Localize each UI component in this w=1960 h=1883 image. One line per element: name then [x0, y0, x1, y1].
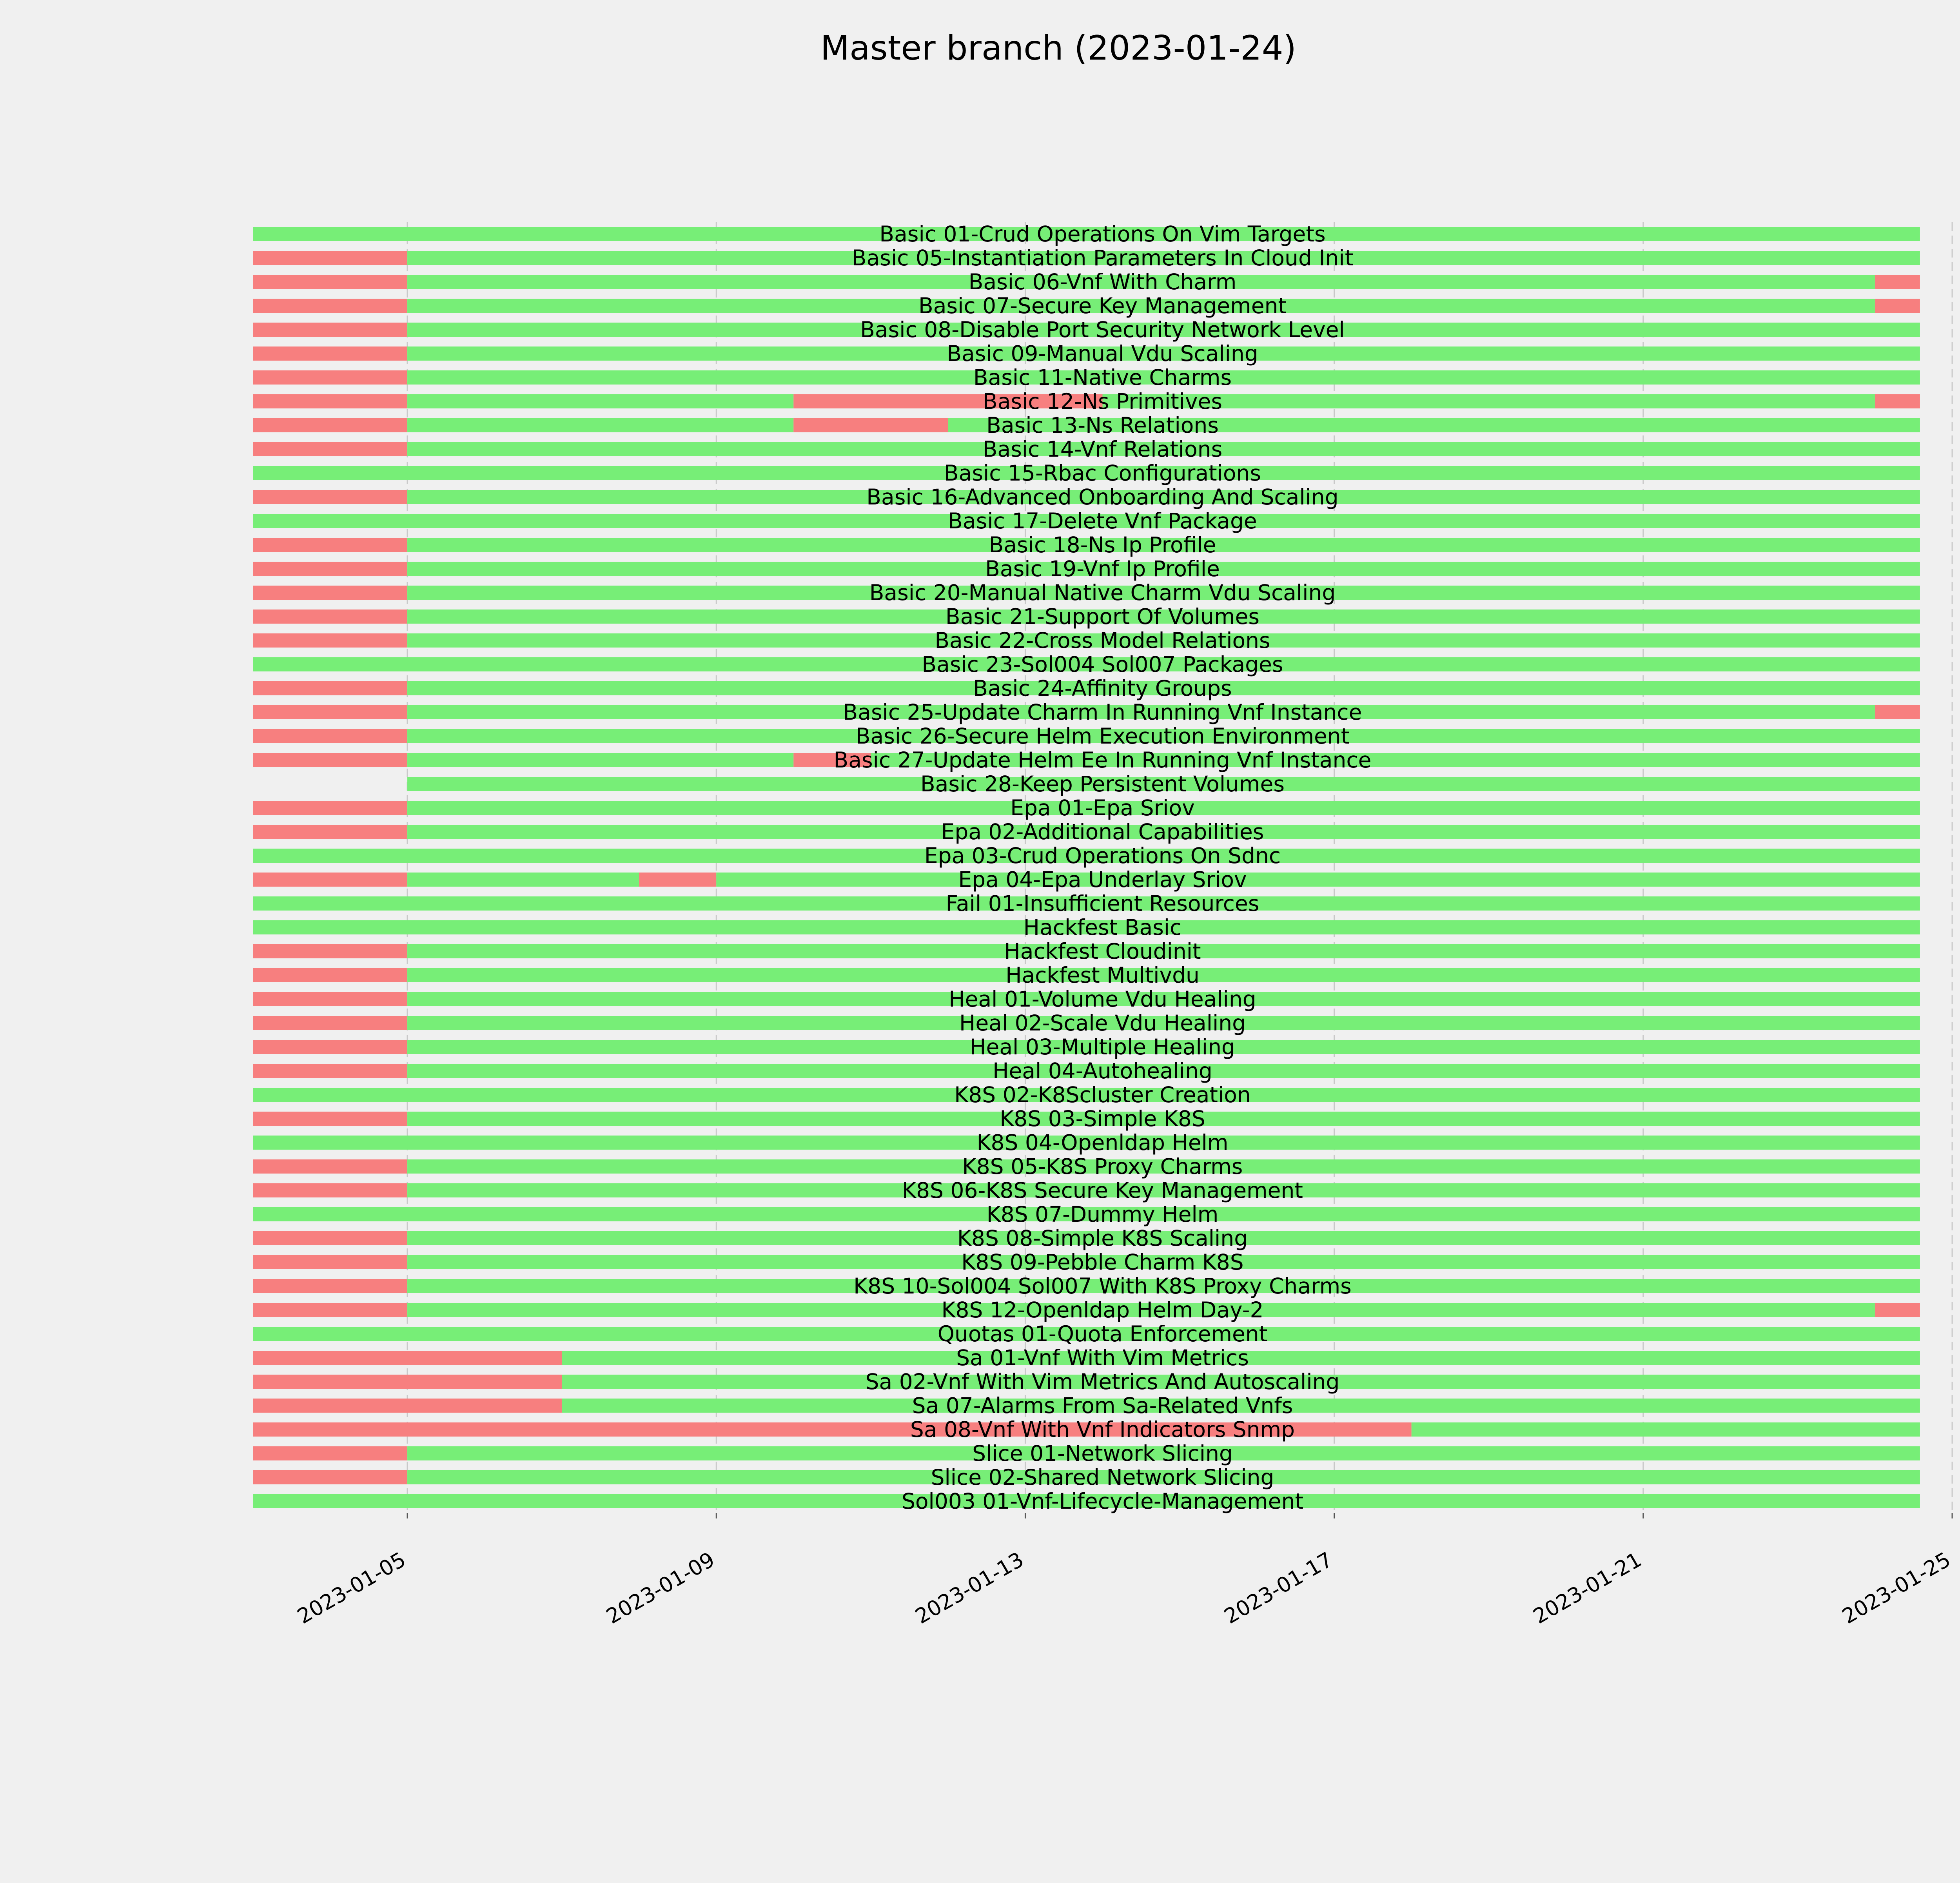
bar-segment-fail	[253, 1183, 407, 1197]
x-tick-label: 2023-01-17	[1220, 1547, 1337, 1629]
bar-segment-fail	[253, 1064, 407, 1078]
test-label: K8S 07-Dummy Helm	[986, 1202, 1219, 1227]
test-label: Heal 03-Multiple Healing	[970, 1034, 1235, 1059]
test-label: Hackfest Multivdu	[1005, 963, 1200, 988]
x-tick-label: 2023-01-05	[293, 1547, 410, 1629]
bar-segment-fail	[253, 299, 407, 313]
bar-segment-pass	[407, 873, 639, 887]
bar-segment-pass	[407, 394, 793, 408]
test-labels	[834, 221, 1372, 1514]
test-label: Hackfest Basic	[1023, 915, 1182, 940]
bar-segment-fail	[253, 1399, 562, 1413]
bar-segment-fail	[253, 801, 407, 815]
bar-segment-fail	[253, 992, 407, 1006]
bar-segment-fail	[253, 610, 407, 624]
bar-segment-fail	[253, 490, 407, 504]
bar-segment-fail	[253, 323, 407, 337]
test-label: Basic 22-Cross Model Relations	[935, 628, 1270, 653]
test-label: Basic 01-Crud Operations On Vim Targets	[879, 221, 1326, 247]
test-label: Basic 05-Instantiation Parameters In Cloud Init	[851, 245, 1354, 270]
bar-segment-fail	[253, 1351, 562, 1365]
bar-segment-fail	[639, 873, 716, 887]
bar-segment-fail	[253, 944, 407, 958]
bar-segment-fail	[253, 729, 407, 743]
bar-segment-pass	[407, 418, 793, 432]
test-label: Slice 02-Shared Network Slicing	[931, 1465, 1274, 1490]
test-label: Basic 13-Ns Relations	[986, 413, 1219, 438]
bar-segment-fail	[253, 1375, 562, 1389]
bar-segment-fail	[253, 825, 407, 839]
test-label: Basic 06-Vnf With Charm	[968, 269, 1237, 294]
test-label: K8S 02-K8Scluster Creation	[954, 1082, 1251, 1107]
bar-segment-fail	[253, 681, 407, 695]
bar-segment-fail	[253, 1231, 407, 1245]
test-label: Slice 01-Network Slicing	[972, 1441, 1233, 1466]
bar-segment-fail	[253, 1112, 407, 1126]
x-tick-label: 2023-01-13	[911, 1547, 1028, 1629]
bar-segment-fail	[253, 538, 407, 552]
bar-segment-fail	[253, 1446, 407, 1460]
test-label: Sol003 01-Vnf-Lifecycle-Management	[901, 1489, 1304, 1514]
bar-segment-fail	[253, 705, 407, 719]
test-label: Epa 01-Epa Sriov	[1010, 795, 1195, 820]
test-label: Basic 07-Secure Key Management	[918, 293, 1287, 318]
bar-segment-fail	[1875, 394, 1920, 408]
test-label: Sa 01-Vnf With Vim Metrics	[956, 1345, 1249, 1370]
bar-segment-fail	[1875, 275, 1920, 289]
test-label: Basic 08-Disable Port Security Network Level	[860, 317, 1345, 342]
test-label: Basic 17-Delete Vnf Package	[948, 508, 1257, 533]
test-label: K8S 05-K8S Proxy Charms	[962, 1154, 1243, 1179]
test-label: Sa 02-Vnf With Vim Metrics And Autoscaling	[865, 1369, 1340, 1394]
chart-title: Master branch (2023-01-24)	[820, 29, 1297, 68]
bar-segment-fail	[253, 1016, 407, 1030]
test-label: Basic 12-Ns Primitives	[982, 389, 1223, 414]
bar-segment-fail	[253, 275, 407, 289]
test-label: Fail 01-Insufficient Resources	[946, 891, 1259, 916]
test-label: K8S 08-Simple K8S Scaling	[957, 1226, 1248, 1251]
test-label: K8S 04-Openldap Helm	[976, 1130, 1229, 1155]
bar-segment-fail	[253, 442, 407, 456]
test-label: K8S 06-K8S Secure Key Management	[902, 1178, 1303, 1203]
test-label: Epa 03-Crud Operations On Sdnc	[924, 843, 1281, 868]
bar-segment-fail	[253, 633, 407, 648]
x-tick-label: 2023-01-09	[602, 1547, 719, 1629]
x-tick-label: 2023-01-21	[1529, 1547, 1646, 1629]
test-label: Basic 24-Affinity Groups	[973, 676, 1232, 701]
test-label: Basic 14-Vnf Relations	[982, 437, 1223, 462]
test-label: Basic 16-Advanced Onboarding And Scaling	[866, 484, 1339, 510]
test-label: Quotas 01-Quota Enforcement	[937, 1321, 1268, 1346]
bar-segment-fail	[1875, 299, 1920, 313]
test-label: Heal 01-Volume Vdu Healing	[949, 987, 1256, 1012]
bar-segment-pass	[1412, 1422, 1920, 1437]
bar-segment-fail	[253, 370, 407, 385]
bar-segment-fail	[253, 873, 407, 887]
test-label: Epa 02-Additional Capabilities	[941, 819, 1264, 844]
test-label: K8S 12-Openldap Helm Day-2	[941, 1297, 1264, 1322]
x-tick-label: 2023-01-25	[1838, 1547, 1955, 1629]
bar-segment-fail	[253, 394, 407, 408]
bar-segment-fail	[253, 1040, 407, 1054]
bar-segment-fail	[253, 562, 407, 576]
bar-segment-fail	[253, 346, 407, 361]
bar-segment-pass	[407, 753, 793, 767]
test-label: K8S 03-Simple K8S	[1000, 1106, 1205, 1131]
test-label: K8S 10-Sol004 Sol007 With K8S Proxy Charms	[853, 1273, 1352, 1299]
test-label: Basic 27-Update Helm Ee In Running Vnf Instance	[833, 747, 1372, 773]
test-label: Heal 02-Scale Vdu Healing	[959, 1010, 1246, 1036]
test-label: Basic 20-Manual Native Charm Vdu Scaling	[869, 580, 1336, 605]
test-label: Basic 15-Rbac Configurations	[944, 461, 1261, 486]
test-label: Epa 04-Epa Underlay Sriov	[958, 867, 1247, 892]
test-label: Basic 25-Update Charm In Running Vnf Instance	[843, 700, 1362, 725]
test-label: Sa 08-Vnf With Vnf Indicators Snmp	[910, 1417, 1295, 1442]
bar-segment-fail	[253, 586, 407, 600]
bar-segment-fail	[253, 1470, 407, 1484]
bar-segment-fail	[253, 1255, 407, 1269]
test-label: Basic 28-Keep Persistent Volumes	[920, 771, 1285, 796]
test-label: Basic 09-Manual Vdu Scaling	[947, 341, 1258, 366]
bar-segment-fail	[793, 418, 948, 432]
bar-segment-pass	[716, 873, 1920, 887]
test-label: K8S 09-Pebble Charm K8S	[961, 1250, 1244, 1275]
test-label: Basic 18-Ns Ip Profile	[989, 532, 1216, 557]
bar-segment-fail	[1875, 1303, 1920, 1317]
x-axis	[293, 1513, 1955, 1629]
test-label: Basic 21-Support Of Volumes	[945, 604, 1260, 629]
test-label: Basic 11-Native Charms	[973, 365, 1232, 390]
bar-segment-fail	[253, 753, 407, 767]
test-label: Sa 07-Alarms From Sa-Related Vnfs	[912, 1393, 1293, 1418]
bar-segment-fail	[253, 968, 407, 982]
bar-segment-fail	[253, 1279, 407, 1293]
bar-segment-fail	[253, 251, 407, 265]
bar-segment-fail	[253, 1303, 407, 1317]
test-label: Basic 23-Sol004 Sol007 Packages	[922, 652, 1283, 677]
bar-segment-fail	[253, 418, 407, 432]
test-label: Basic 19-Vnf Ip Profile	[985, 556, 1220, 581]
test-label: Basic 26-Secure Helm Execution Environment	[855, 724, 1350, 749]
bar-segment-fail	[1875, 705, 1920, 719]
test-label: Heal 04-Autohealing	[993, 1058, 1212, 1083]
bar-segment-fail	[253, 1159, 407, 1174]
test-label: Hackfest Cloudinit	[1004, 939, 1201, 964]
